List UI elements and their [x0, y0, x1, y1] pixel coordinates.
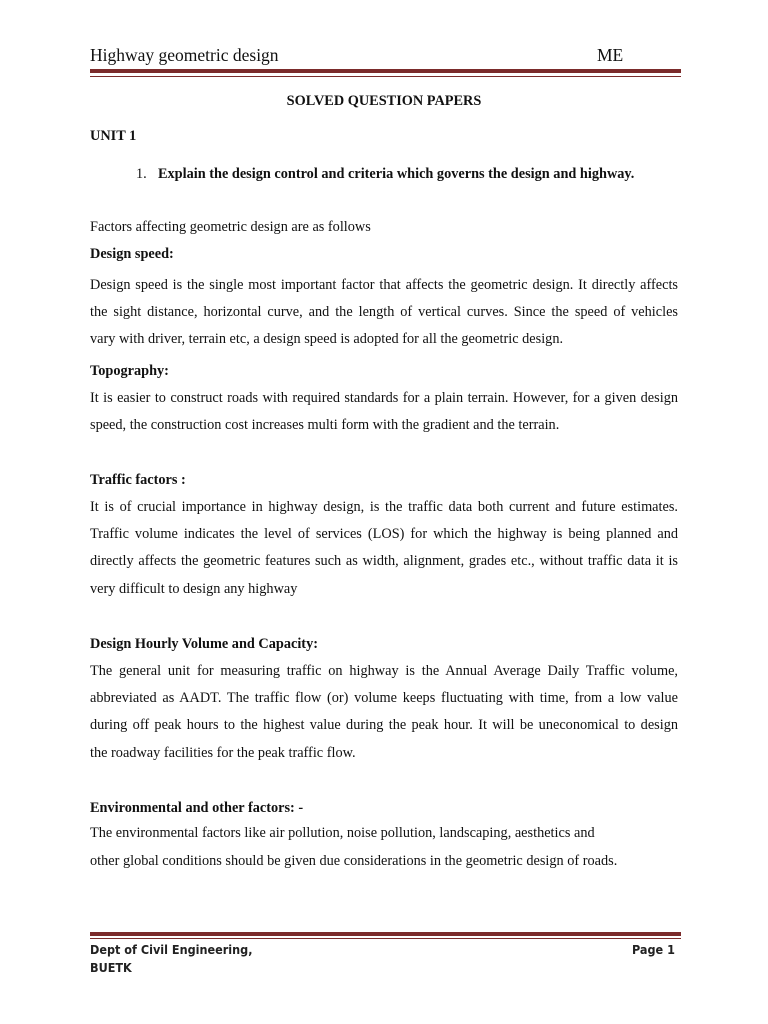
paragraph-topography — [90, 385, 678, 439]
paragraph-design-hourly-volume — [90, 658, 678, 767]
text-line: directly affects the geometric features such as width, alignment, grades etc., without traffic data it is — [90, 553, 678, 570]
paragraph-traffic-factors — [90, 494, 678, 603]
text-line: the sight distance, horizontal curve, and the length of vertical curves. Since the speed of vehicles — [90, 304, 678, 321]
heading-design-speed: Design speed: — [90, 246, 174, 262]
heading-topography: Topography: — [90, 363, 169, 379]
document-title: SOLVED QUESTION PAPERS — [286, 93, 482, 109]
text-line: other global conditions should be given due considerations in the geometric design of roads. — [90, 852, 618, 869]
heading-traffic-factors: Traffic factors : — [90, 472, 186, 488]
header-right-label: ME — [597, 45, 624, 65]
text-line: abbreviated as AADT. The traffic flow (or) volume keeps fluctuating with time, from a low value — [90, 690, 678, 707]
text-line: vary with driver, terrain etc, a design speed is adopted for all the geometric design. — [90, 331, 564, 348]
text-line: Traffic volume indicates the level of services (LOS) for which the highway is being planned and — [90, 526, 678, 543]
paragraph-environmental-factors — [90, 820, 617, 875]
text-line: Design speed is the single most important factor that affects the geometric design. It directly affects — [90, 277, 678, 293]
text-line: very difficult to design any highway — [90, 580, 298, 597]
header-rule-thin — [90, 76, 681, 77]
intro-text: Factors affecting geometric design are as follows — [90, 219, 371, 235]
text-line: The environmental factors like air pollution, noise pollution, landscaping, aesthetics and — [90, 825, 595, 841]
heading-design-hourly-volume: Design Hourly Volume and Capacity: — [90, 636, 318, 652]
header-title: Highway geometric design — [90, 45, 279, 65]
text-line: It is of crucial importance in highway design, is the traffic data both current and future estimates. — [90, 499, 678, 515]
footer-rule-thin — [90, 938, 681, 939]
question-number: 1. — [136, 166, 147, 182]
unit-label: UNIT 1 — [90, 128, 137, 144]
header-rule-thick — [90, 69, 681, 73]
text-line: during off peak hours to the highest value during the peak hour. It will be uneconomical to design — [90, 717, 678, 734]
text-line: speed, the construction cost increases multi form with the gradient and the terrain. — [90, 417, 560, 434]
footer-rule-thick — [90, 932, 681, 936]
footer-college: BUETK — [90, 960, 132, 975]
footer-department: Dept of Civil Engineering, — [90, 942, 253, 957]
text-line: the roadway facilities for the peak traffic flow. — [90, 744, 356, 761]
text-line: It is easier to construct roads with required standards for a plain terrain. However, for a given design — [90, 390, 678, 406]
question-text: Explain the design control and criteria which governs the design and highway. — [158, 166, 635, 182]
text-line: The general unit for measuring traffic on highway is the Annual Average Daily Traffic volume, — [90, 663, 678, 679]
paragraph-design-speed — [90, 272, 678, 354]
footer-page-number: Page 1 — [632, 942, 675, 957]
heading-environmental-factors: Environmental and other factors: - — [90, 800, 304, 816]
